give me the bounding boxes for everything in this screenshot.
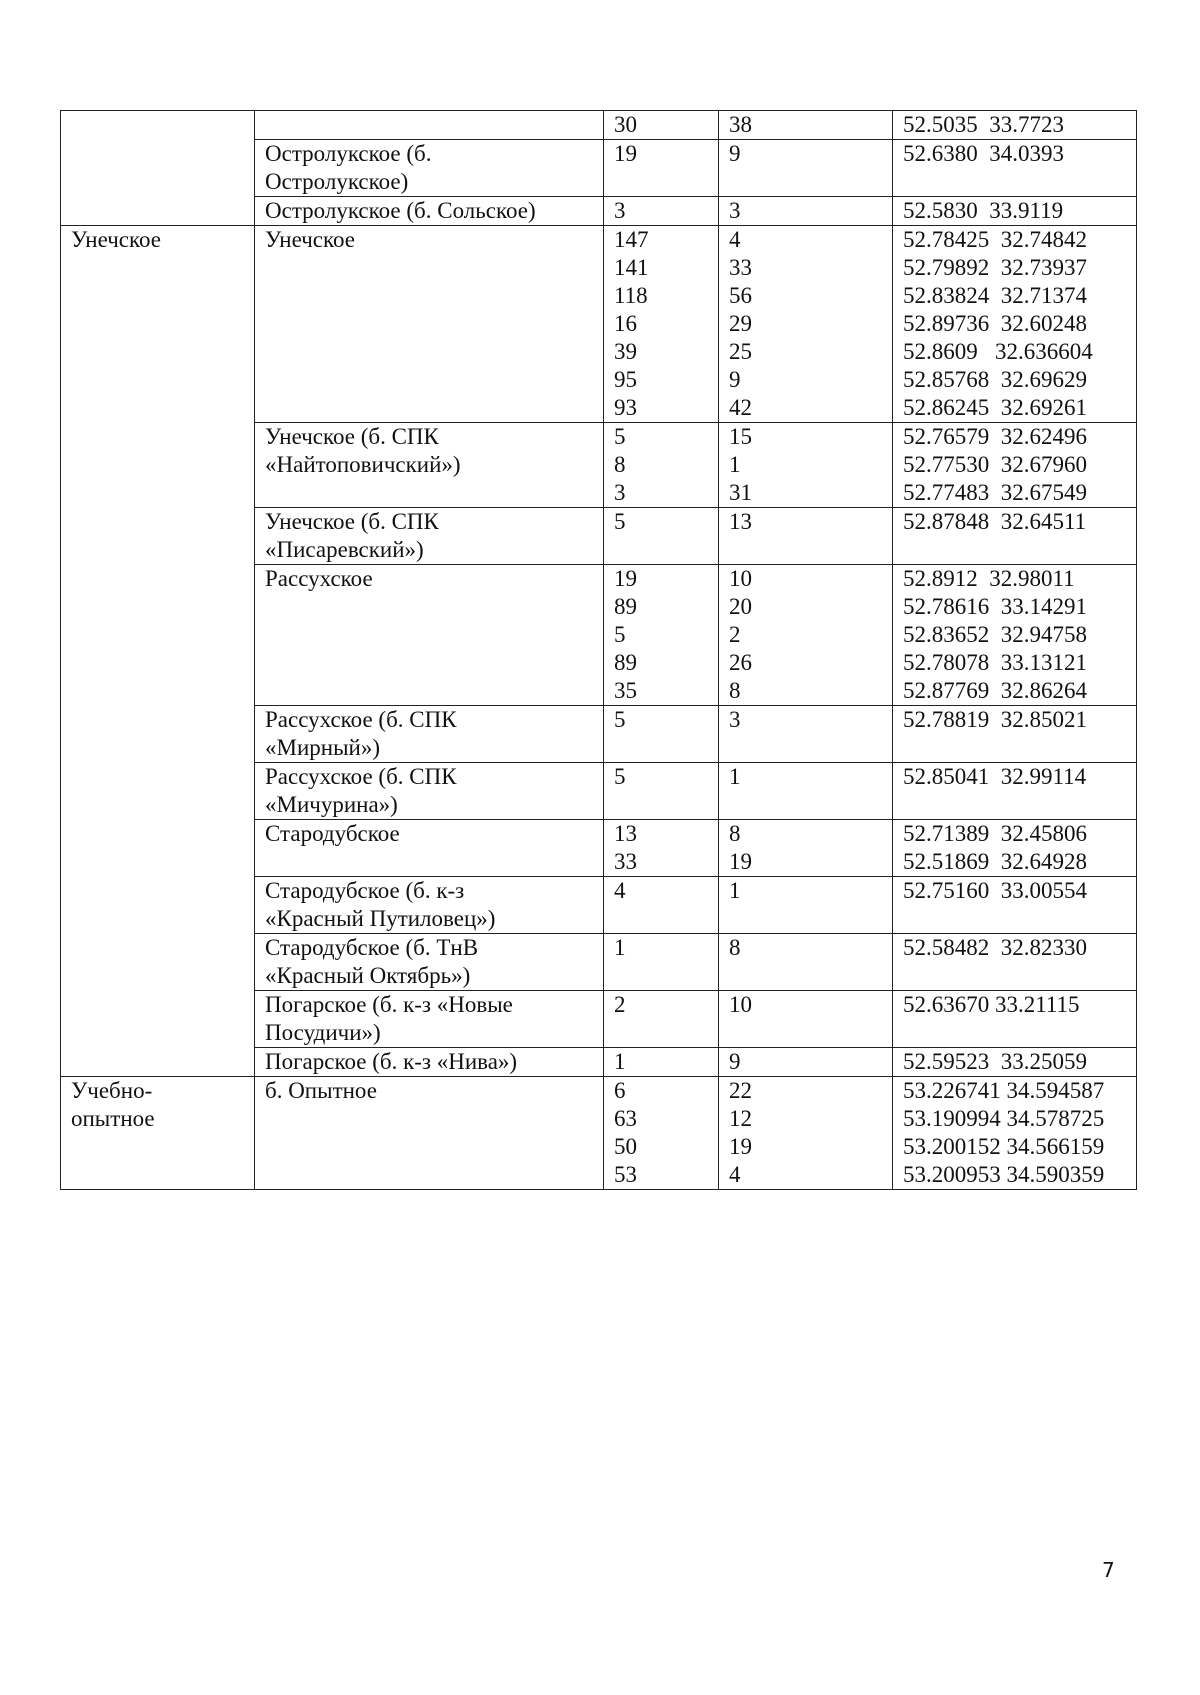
field-number-cell: 5 — [604, 763, 719, 820]
farm-cell: Унечское — [255, 226, 604, 423]
farm-cell: Стародубское (б. к-з «Красный Путиловец») — [255, 877, 604, 934]
table-row — [61, 226, 1137, 423]
farm-cell: Погарское (б. к-з «Новые Посудичи») — [255, 991, 604, 1048]
farm-cell: Погарское (б. к-з «Нива») — [255, 1048, 604, 1077]
coordinates-cell: 52.6380 34.0393 — [893, 140, 1137, 197]
farm-cell: Рассухское — [255, 565, 604, 706]
plot-number-cell: 4 33 56 29 25 9 42 — [719, 226, 893, 423]
field-number-cell: 5 8 3 — [604, 423, 719, 508]
farm-cell: Остролукское (б. Сольское) — [255, 197, 604, 226]
coordinates-cell: 52.78819 32.85021 — [893, 706, 1137, 763]
plot-number-cell: 3 — [719, 197, 893, 226]
plot-number-cell: 1 — [719, 877, 893, 934]
field-number-cell: 5 — [604, 508, 719, 565]
farm-cell: б. Опытное — [255, 1077, 604, 1190]
farm-cell: Рассухское (б. СПК «Мирный») — [255, 706, 604, 763]
plot-number-cell: 10 20 2 26 8 — [719, 565, 893, 706]
table-row — [61, 111, 1137, 140]
plot-number-cell: 8 19 — [719, 820, 893, 877]
coordinates-cell: 52.5035 33.7723 — [893, 111, 1137, 140]
plot-number-cell: 15 1 31 — [719, 423, 893, 508]
farm-cell: Остролукское (б. Остролукское) — [255, 140, 604, 197]
page-number: 7 — [1102, 1558, 1115, 1582]
field-number-cell: 19 89 5 89 35 — [604, 565, 719, 706]
plot-number-cell: 13 — [719, 508, 893, 565]
coordinates-cell: 52.75160 33.00554 — [893, 877, 1137, 934]
district-cell: Учебно- опытное — [61, 1077, 255, 1190]
coordinates-cell: 52.76579 32.62496 52.77530 32.67960 52.77483 32.67549 — [893, 423, 1137, 508]
coordinates-table — [60, 110, 1137, 1190]
coordinates-cell: 52.71389 32.45806 52.51869 32.64928 — [893, 820, 1137, 877]
plot-number-cell: 9 — [719, 140, 893, 197]
plot-number-cell: 10 — [719, 991, 893, 1048]
coordinates-cell: 52.78425 32.74842 52.79892 32.73937 52.83824 32.71374 52.89736 32.60248 52.8609 32.636604 52.85768 32.69629 52.86245 32.69261 — [893, 226, 1137, 423]
coordinates-cell: 52.5830 33.9119 — [893, 197, 1137, 226]
field-number-cell: 2 — [604, 991, 719, 1048]
farm-cell: Унечское (б. СПК «Писаревский») — [255, 508, 604, 565]
coordinates-cell: 52.8912 32.98011 52.78616 33.14291 52.83652 32.94758 52.78078 33.13121 52.87769 32.86264 — [893, 565, 1137, 706]
plot-number-cell: 38 — [719, 111, 893, 140]
farm-cell: Стародубское (б. ТнВ «Красный Октябрь») — [255, 934, 604, 991]
field-number-cell: 30 — [604, 111, 719, 140]
district-cell — [61, 111, 255, 226]
field-number-cell: 4 — [604, 877, 719, 934]
coordinates-cell: 52.59523 33.25059 — [893, 1048, 1137, 1077]
plot-number-cell: 1 — [719, 763, 893, 820]
coordinates-cell: 52.63670 33.21115 — [893, 991, 1137, 1048]
plot-number-cell: 8 — [719, 934, 893, 991]
table-row — [61, 1077, 1137, 1190]
field-number-cell: 1 — [604, 934, 719, 991]
field-number-cell: 3 — [604, 197, 719, 226]
farm-cell: Рассухское (б. СПК «Мичурина») — [255, 763, 604, 820]
farm-cell: Унечское (б. СПК «Найтоповичский») — [255, 423, 604, 508]
plot-number-cell: 22 12 19 4 — [719, 1077, 893, 1190]
coordinates-cell: 53.226741 34.594587 53.190994 34.578725 53.200152 34.566159 53.200953 34.590359 — [893, 1077, 1137, 1190]
district-cell: Унечское — [61, 226, 255, 1077]
field-number-cell: 5 — [604, 706, 719, 763]
coordinates-cell: 52.87848 32.64511 — [893, 508, 1137, 565]
field-number-cell: 1 — [604, 1048, 719, 1077]
coordinates-cell: 52.58482 32.82330 — [893, 934, 1137, 991]
field-number-cell: 19 — [604, 140, 719, 197]
coordinates-cell: 52.85041 32.99114 — [893, 763, 1137, 820]
farm-cell: Стародубское — [255, 820, 604, 877]
field-number-cell: 13 33 — [604, 820, 719, 877]
plot-number-cell: 9 — [719, 1048, 893, 1077]
farm-cell — [255, 111, 604, 140]
field-number-cell: 147 141 118 16 39 95 93 — [604, 226, 719, 423]
plot-number-cell: 3 — [719, 706, 893, 763]
field-number-cell: 6 63 50 53 — [604, 1077, 719, 1190]
